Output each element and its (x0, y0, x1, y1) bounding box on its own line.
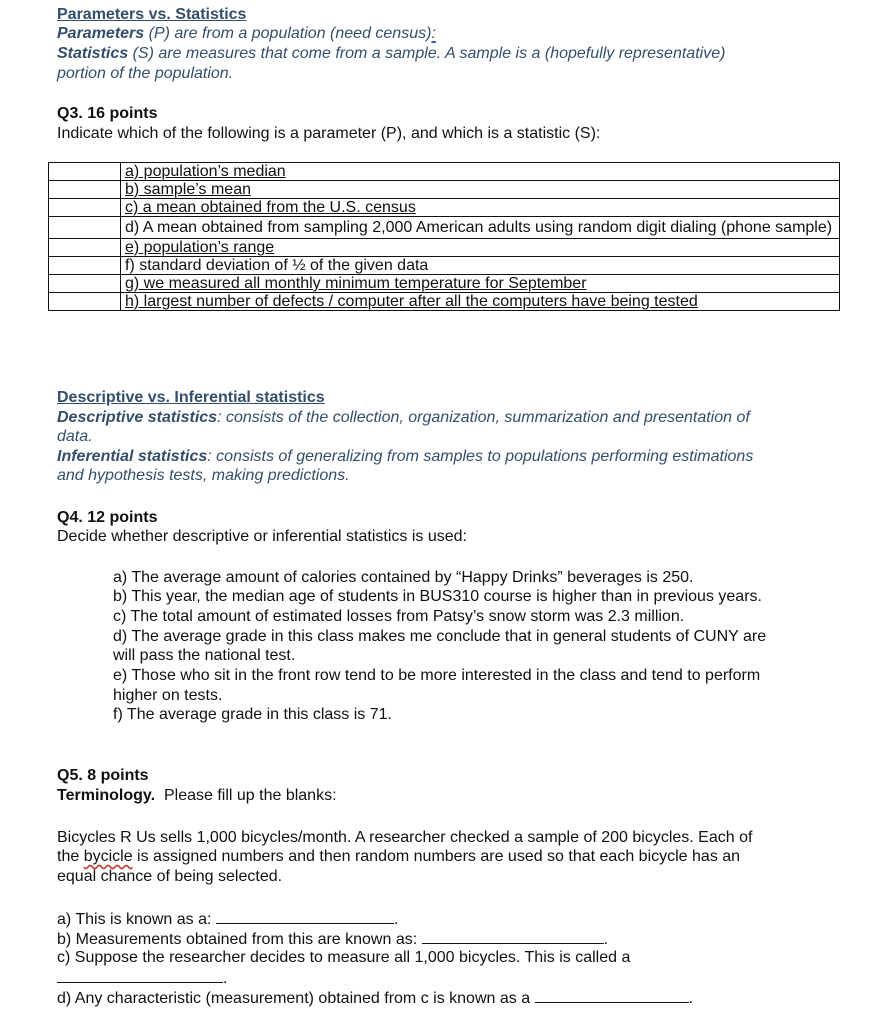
q3-item (121, 257, 840, 275)
section-title-descriptive-inferential: Descriptive vs. Inferential statistics (57, 389, 325, 406)
section-title-parameters-statistics: Parameters vs. Statistics (57, 6, 247, 23)
parameters-term: Parameters (57, 25, 145, 42)
parameters-def-text: (P) are from a population (need census) (144, 25, 432, 42)
q5-instruction-line (57, 786, 337, 806)
q5-instruction: Please fill up the blanks: (155, 787, 337, 804)
q3-item (121, 239, 840, 257)
answer-cell[interactable] (49, 275, 121, 293)
q4-item-e-cont: higher on tests. (113, 687, 223, 704)
inferential-def-line2: and hypothesis tests, making predictions. (57, 467, 350, 484)
answer-cell[interactable] (49, 199, 121, 217)
q3-item (121, 199, 840, 217)
inferential-term: Inferential statistics (57, 448, 208, 465)
answer-cell[interactable] (49, 163, 121, 181)
q3-row (49, 163, 840, 181)
q4-item-c: c) The total amount of estimated losses from Patsy’s snow storm was 2.3 million. (113, 608, 685, 625)
q3-row (49, 293, 840, 311)
answer-cell[interactable] (49, 239, 121, 257)
answer-cell[interactable] (49, 217, 121, 239)
descriptive-term: Descriptive statistics (57, 409, 218, 426)
q3-item-g: g) we measured all monthly minimum temperature for September (125, 275, 587, 292)
q4-item-a: a) The average amount of calories contained by “Happy Drinks” beverages is 250. (113, 569, 694, 586)
q3-item (121, 163, 840, 181)
parameters-def-tail: : (431, 25, 436, 42)
statistics-definition (57, 44, 725, 64)
blank-b[interactable] (422, 929, 604, 944)
q4-item-d-cont: will pass the national test. (113, 647, 296, 664)
descriptive-definition (57, 408, 750, 428)
q3-item (121, 275, 840, 293)
q3-row (49, 181, 840, 199)
terminology-label: Terminology. (57, 787, 156, 804)
q3-row (49, 217, 840, 239)
q3-item (121, 293, 840, 311)
blank-a[interactable] (216, 909, 394, 924)
q5-question-a: a) This is known as a: . (57, 911, 399, 928)
q3-item-d: d) A mean obtained from sampling 2,000 American adults using random digit dialing (phone sample) (125, 219, 833, 236)
q5-paragraph-line1: Bicycles R Us sells 1,000 bicycles/month. A researcher checked a sample of 200 bicycles. Each of (57, 829, 753, 846)
q3-item-b: b) sample’s mean (125, 181, 251, 198)
q3-item-e: e) population’s range (125, 239, 275, 256)
q5-paragraph-line2: the bycicle is assigned numbers and then random numbers are used so that each bicycle has an (57, 848, 741, 865)
q4-item-b: b) This year, the median age of students in BUS310 course is higher than in previous years. (113, 588, 762, 605)
q3-row (49, 199, 840, 217)
q4-instruction: Decide whether descriptive or inferential statistics is used: (57, 528, 467, 545)
answer-cell[interactable] (49, 293, 121, 311)
statistics-term: Statistics (57, 45, 129, 62)
q3-item (121, 181, 840, 199)
q3-item-h: h) largest number of defects / computer after all the computers have being tested (125, 293, 698, 310)
q3-item-f: f) standard deviation of ½ of the given data (125, 257, 429, 274)
q5-question-c: c) Suppose the researcher decides to measure all 1,000 bicycles. This is called a (57, 949, 631, 966)
answer-cell[interactable] (49, 181, 121, 199)
q4-item-f: f) The average grade in this class is 71. (113, 706, 392, 723)
q3-instruction: Indicate which of the following is a parameter (P), and which is a statistic (S): (57, 125, 601, 142)
q3-row (49, 275, 840, 293)
q5-question-c-blank-line: . (57, 968, 227, 989)
q5-question-d: d) Any characteristic (measurement) obtained from c is known as a . (57, 990, 693, 1007)
q3-row (49, 257, 840, 275)
statistics-def-line1: (S) are measures that come from a sample. A sample is a (hopefully representative) (128, 45, 726, 62)
inferential-def-line1: : consists of generalizing from samples to populations performing estimations (207, 448, 754, 465)
descriptive-def-line2: data. (57, 428, 93, 445)
blank-c[interactable] (57, 968, 223, 983)
misspelled-word: bycicle (83, 848, 133, 865)
statistics-def-line2: portion of the population. (57, 65, 234, 82)
q3-heading: Q3. 16 points (57, 105, 158, 122)
q3-row (49, 239, 840, 257)
q4-heading: Q4. 12 points (57, 509, 158, 526)
parameters-definition (57, 24, 436, 44)
q3-table (48, 162, 840, 311)
q4-item-d: d) The average grade in this class makes me conclude that in general students of CUNY are (113, 628, 767, 645)
q5-heading: Q5. 8 points (57, 767, 149, 784)
q3-item-c: c) a mean obtained from the U.S. census (125, 199, 416, 216)
q3-item-a: a) population’s median (125, 163, 286, 180)
descriptive-def-line1: : consists of the collection, organization, summarization and presentation of (217, 409, 750, 426)
q5-paragraph-line3: equal chance of being selected. (57, 868, 283, 885)
q4-item-e: e) Those who sit in the front row tend to be more interested in the class and tend to perform (113, 667, 761, 684)
answer-cell[interactable] (49, 257, 121, 275)
inferential-definition (57, 447, 753, 467)
q3-item (121, 217, 840, 239)
q5-question-b: b) Measurements obtained from this are known as: . (57, 931, 609, 948)
blank-d[interactable] (535, 988, 689, 1003)
